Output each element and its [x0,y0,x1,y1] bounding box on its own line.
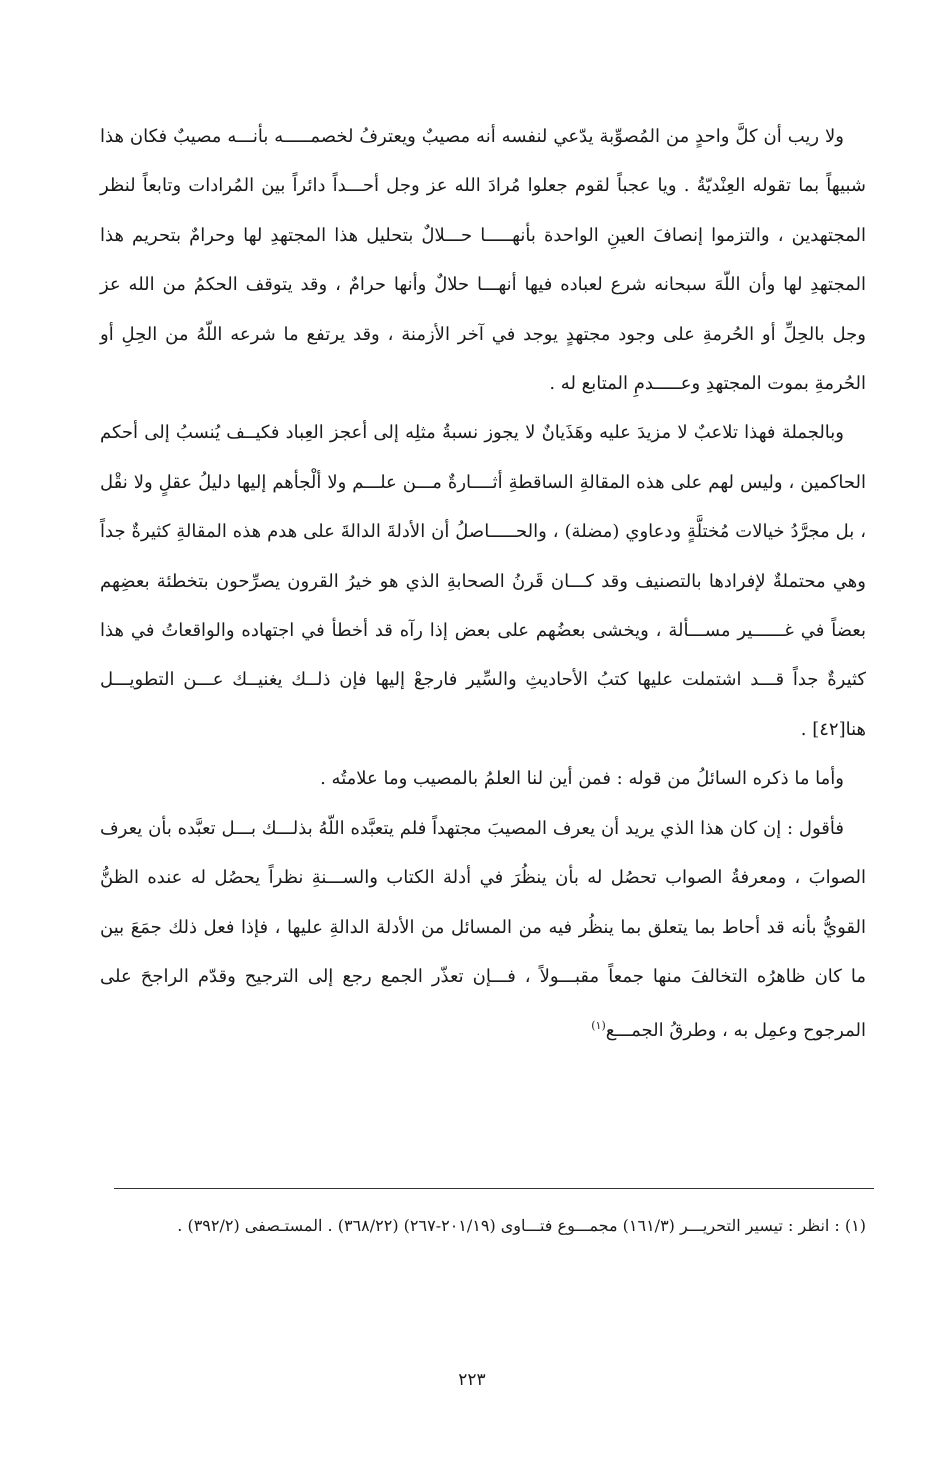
footnote-divider [114,1188,874,1189]
footnote-marker: (١) [591,1019,606,1033]
paragraph-1: ولا ريب أن كلَّ واحدٍ من المُصوِّبة يدّعي لنفسه أنه مصيبٌ ويعترفُ لخصمـــــه بأنـــه مصيبٌ فكان هذا شبيهاً بما تقوله العِنْديّةُ . ويا عجباً لقوم جعلوا مُرادَ الله عز وجل أحـــداً دائراً بين المُرادات وتابعاً لنظر المجتهدين ، والتزموا إنصافَ العينِ الواحدة بأنهـــــا حـــلالٌ بتحليل هذا المجتهدِ لها وحرامٌ بتحريم هذا المجتهدِ لها وأن اللّهَ سبحانه شرع لعباده فيها أنهـــا حلالٌ وأنها حرامٌ ، وقد يتوقف الحكمُ من الله عز وجل بالحِلِّ أو الحُرمةِ على وجود مجتهدٍ يوجد في آخر الأزمنة ، وقد يرتفع ما شرعه اللّهُ من الحِلِ أو الحُرمةِ بموت المجتهدِ وعـــــدمِ المتابع له . [100,126,866,395]
footnote [100,1208,866,1244]
footnote-text: (١) : انظر : تيسير التحريـــر (١٦١/٣) مجمـــوع فتـــاوى (٢٠١/١٩-٢٦٧) (٣٦٨/٢٢) . المستـصفى (٣٩٢/٢) . [177,1216,866,1235]
main-text [100,112,866,1056]
paragraph-2: وبالجملة فهذا تلاعبٌ لا مزيدَ عليه وهَذَيانٌ لا يجوز نسبةُ مثلِه إلى أعجز العِباد فكيــف يُنسبُ إلى أحكم الحاكمين ، وليس لهم على هذه المقالةِ الساقطةِ أثــــارةٌ مـــن علـــم ولا ألْجأهم إليها دليلُ عقلٍ ولا نقْل ، بل مجرَّدُ خيالات مُختلَّةٍ ودعاوي (مضلة) ، والحـــــاصلُ أن الأدلةَ الدالةَ على هدم هذه المقالةِ كثيرةٌ جداً وهي محتملةٌ لإفرادها بالتصنيف وقد كـــان قَرنُ الصحابةِ الذي هو خيرُ القرون يصرِّحون بتخطئة بعضِهم بعضاً في غــــــير مســـألة ، ويخشى بعضُهم على بعض إذا رآه قد أخطأ في اجتهاده والواقعاتُ في هذا كثيرةٌ جداً قـــد اشتملت عليها كتبُ الأحاديثِ والسِّير فارجعْ إليها فإن ذلــك يغنيــك عـــن التطويـــل هنا[٤٢] . [100,422,867,740]
page-number: ٢٢٣ [458,1370,486,1390]
paragraph-4 [100,804,866,1056]
paragraph-3: وأما ما ذكره السائلُ من قوله : فمن أين لنا العلمُ بالمصيب وما علامتُه . [320,768,844,790]
paragraph-4-text: فأقول : إن كان هذا الذي يريد أن يعرف المصيبَ مجتهداً فلم يتعبَّده اللّهُ بذلـــك بـــل تعبَّده بأن يعرف الصوابَ ، ومعرفةُ الصواب تحصُل له بأن ينظُرَ في أدلة الكتاب والســـنةِ نظراً يحصُل له عنده الظنُّ القويُّ بأنه قد أحاط بما يتعلق بما ينظُر فيه من المسائل من الأدلة الدالةِ عليها ، فإذا فعل ذلك جمَعَ بين ما كان ظاهرُه التخالفَ منها جمعاً مقبـــولاً ، فـــإن تعذّر الجمع رجع إلى الترجيح وقدّم الراجحَ على المرجوح وعمِل به ، وطرقُ الجمـــع [100,817,866,1042]
